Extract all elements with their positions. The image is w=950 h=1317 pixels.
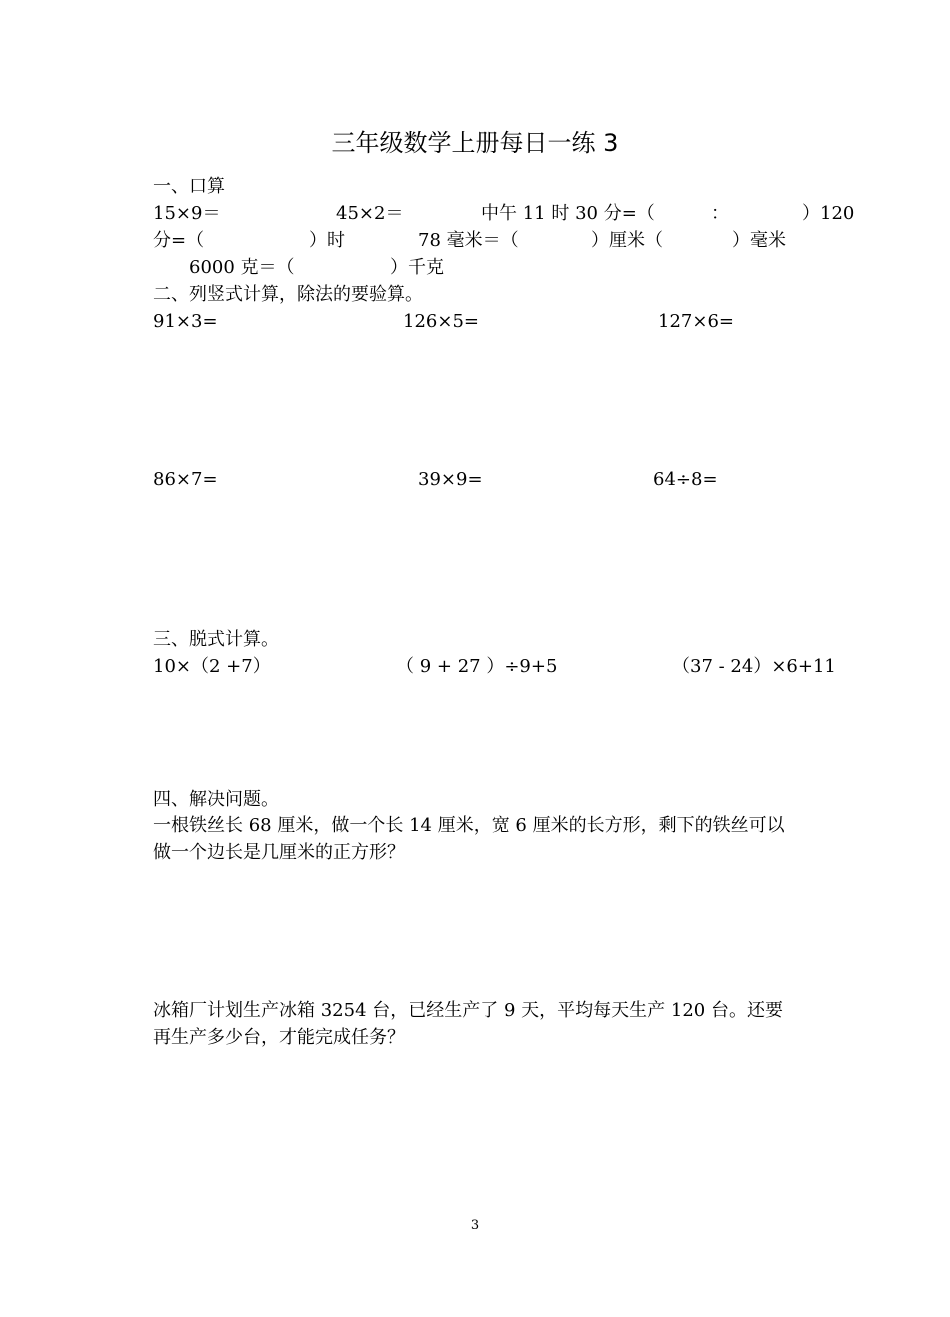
stepwise-calc-3: （37 - 24）×6+11 [672, 656, 836, 677]
section-1-heading: 一、口算 [153, 176, 225, 197]
problem-2-line-1: 冰箱厂计划生产冰箱 3254 台，已经生产了 9 天，平均每天生产 120 台。还要 [153, 1000, 783, 1021]
stepwise-calc-1: 10×（2 +7） [153, 656, 271, 677]
oral-calc-5-mm: ）毫米 [732, 230, 786, 251]
oral-calc-5-cm: ）厘米（ [591, 230, 663, 251]
oral-calc-3-colon: ： [711, 203, 729, 224]
page-number: 3 [470, 1218, 480, 1233]
oral-calc-1: 15×9＝ [153, 203, 221, 224]
problem-2-line-2: 再生产多少台，才能完成任务？ [153, 1027, 405, 1048]
oral-calc-4-start: ）120 [802, 203, 855, 224]
problem-1-line-1: 一根铁丝长 68 厘米，做一个长 14 厘米，宽 6 厘米的长方形，剩下的铁丝可以 [153, 815, 785, 836]
oral-calc-4-unit: ）时 [309, 230, 345, 251]
oral-calc-3: 中午 11 时 30 分=（ [481, 203, 655, 224]
oral-calc-6: 6000 克＝（ [189, 257, 295, 278]
vertical-calc-4: 86×7= [153, 469, 218, 490]
vertical-calc-3: 127×6= [658, 311, 734, 332]
vertical-calc-6: 64÷8= [653, 469, 718, 490]
vertical-calc-2: 126×5= [403, 311, 479, 332]
stepwise-calc-2: （ 9 + 27 ）÷9+5 [396, 656, 558, 677]
section-3-heading: 三、脱式计算。 [153, 629, 279, 650]
vertical-calc-5: 39×9= [418, 469, 483, 490]
page-title: 三年级数学上册每日一练 3 [331, 129, 619, 157]
oral-calc-4-cont: 分=（ [153, 230, 205, 251]
section-2-heading: 二、列竖式计算，除法的要验算。 [153, 284, 423, 305]
section-4-heading: 四、解决问题。 [153, 789, 279, 810]
problem-1-line-2: 做一个边长是几厘米的正方形？ [153, 842, 405, 863]
oral-calc-2: 45×2＝ [336, 203, 404, 224]
oral-calc-5: 78 毫米＝（ [418, 230, 519, 251]
oral-calc-6-unit: ）千克 [390, 257, 444, 278]
vertical-calc-1: 91×3= [153, 311, 218, 332]
